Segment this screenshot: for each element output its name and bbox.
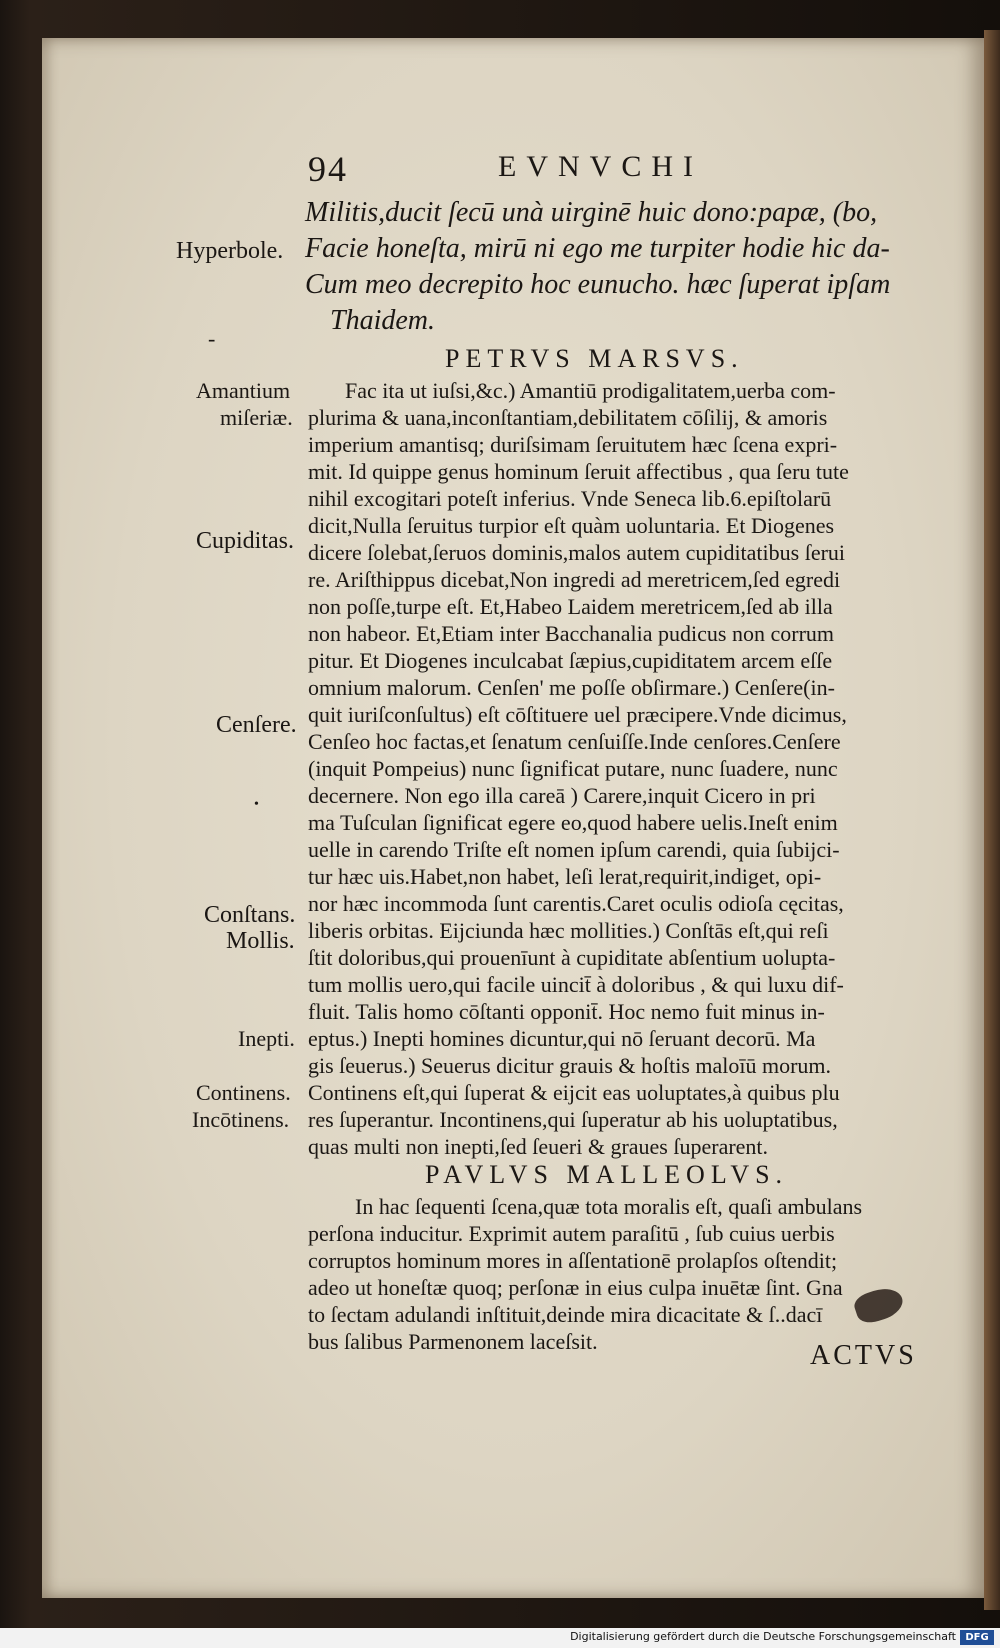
verse-line: Thaidem. — [330, 305, 435, 336]
commentary-line: pitur. Et Diogenes inculcabat ſæpius,cupiditatem arcem eſſe — [308, 648, 833, 673]
commentary-line: Continens eſt,qui ſuperat & eijcit eas uoluptates,à quibus plu — [308, 1080, 840, 1105]
commentary-line: ſtit doloribus,qui prouenīunt à cupiditate abſentium uolupta- — [308, 945, 836, 970]
commentary-line: adeo ut honeſtæ quoq; perſonæ in eius culpa inuētæ ſint. Gna — [308, 1275, 843, 1300]
commentary-line: mit. Id quippe genus hominum ſeruit affectibus , qua ſeru tute — [308, 459, 849, 484]
commentary-line: bus ſalibus Parmenonem laceſsit. — [308, 1329, 598, 1354]
commentary-line: to ſectam adulandi inſtituit,deinde mira dicacitate & ſ..dacī — [308, 1302, 823, 1327]
dfg-logo: DFG — [960, 1630, 994, 1645]
page-edge — [984, 30, 1000, 1610]
marginal-note-constans: Conſtans. — [204, 902, 296, 928]
commentary-line: ma Tuſculan ſignificat egere eo,quod habere uelis.Ineſt enim — [308, 810, 838, 835]
commentary-line: gis ſeuerus.) Seuerus dicitur grauis & hoſtis maloīū morum. — [308, 1053, 832, 1078]
catchword: ACTVS — [810, 1340, 917, 1371]
commentary-line: eptus.) Inepti homines dicuntur,qui nō ſeruant decorū. Ma — [308, 1026, 816, 1051]
commentary-line: non habeor. Et,Etiam inter Bacchanalia pudicus non corrum — [308, 621, 835, 646]
commentary-line: In hac ſequenti ſcena,quæ tota moralis eſt, quaſi ambulans — [355, 1194, 863, 1219]
commentary-line: decernere. Non ego illa careā ) Carere,inquit Cicero in pri — [308, 783, 816, 808]
marginal-note-amantium: Amantium — [196, 378, 291, 403]
digitization-footer — [0, 1628, 1000, 1648]
footer-credit: Digitalisierung gefördert durch die Deutsche Forschungsgemeinschaft — [570, 1630, 956, 1643]
page-number: 94 — [308, 149, 348, 189]
marginal-note-continens: Continens. — [196, 1080, 291, 1105]
commentary-line: res ſuperantur. Incontinens,qui ſuperatur ab his uoluptatibus, — [308, 1107, 838, 1132]
commentary-line: (inquit Pompeius) nunc ſignificat putare, nunc ſuadere, nunc — [308, 756, 838, 781]
verse-line: Facie honeſta, mirū ni ego me turpiter hodie hic da- — [305, 233, 890, 264]
commentary-line: tur hæc uis.Habet,non habet, leſi lerat,requirit,indiget, opi- — [308, 864, 822, 889]
section-title-petrus-marsus: PETRVS MARSVS. — [445, 344, 744, 373]
verse-line: Cum meo decrepito hoc eunucho. hæc ſuperat ipſam — [305, 269, 891, 300]
commentary-line: fluit. Talis homo cōſtanti opponit̄. Hoc nemo fuit minus in- — [308, 999, 825, 1024]
commentary-line: corruptos hominum mores in aſſentationē prolapſos oſtendit; — [308, 1248, 838, 1273]
commentary-line: perſona inducitur. Exprimit autem paraſitū , ſub cuius uerbis — [308, 1221, 835, 1246]
commentary-line: quit iuriſconſultus) eſt cōſtituere uel præcipere.Vnde dicimus, — [308, 702, 847, 727]
marginal-note-inepti: Inepti. — [238, 1026, 295, 1051]
commentary-line: non poſſe,turpe eſt. Et,Habeo Laidem meretricem,ſed ab illa — [308, 594, 833, 619]
commentary-line: plurima & uana,inconſtantiam,debilitatem cōſilij, & amoris — [308, 405, 828, 430]
marginal-note-censere: Cenſere. — [216, 712, 297, 738]
commentary-line: dicere ſolebat,ſeruos dominis,malos autem cupiditatibus ſerui — [308, 540, 846, 565]
commentary-line: tum mollis uero,qui facile uincit̄ à doloribus , & qui luxu dif- — [308, 972, 844, 997]
commentary-line: dicit,Nulla ſeruitus turpior eſt quàm uoluntaria. Et Diogenes — [308, 513, 835, 538]
marginal-dash: - — [208, 326, 216, 351]
commentary-line: nor hæc incommoda ſunt carentis.Caret oculis odioſa cęcitas, — [308, 891, 844, 916]
commentary-line: re. Ariſthippus dicebat,Non ingredi ad meretricem,ſed egredi — [308, 567, 841, 592]
commentary-line: nihil excogitari poteſt inferius. Vnde Seneca lib.6.epiſtolarū — [308, 486, 832, 511]
verse-line: Militis,ducit ſecū unà uirginē huic dono:papæ, (bo, — [305, 197, 878, 228]
commentary-line: uelle in carendo Triſte eſt nomen ipſum carendi, quia ſubijci- — [308, 837, 840, 862]
section-title-paulus-malleolus: PAVLVS MALLEOLVS. — [425, 1160, 789, 1189]
running-head: EVNVCHI — [498, 150, 703, 183]
commentary-line: imperium amantisq; duriſsimam ſeruitutem hæc ſcena expri- — [308, 432, 838, 457]
commentary-line: Fac ita ut iuſsi,&c.) Amantiū prodigalitatem,uerba com- — [345, 378, 836, 403]
marginal-note-hyperbole: Hyperbole. — [176, 238, 284, 264]
marginal-note-incontinens: Incōtinens. — [192, 1107, 290, 1132]
marginal-dot: • — [254, 797, 259, 812]
marginal-note-mollis: Mollis. — [226, 928, 295, 954]
marginal-note-miseriae: miſeriæ. — [220, 405, 293, 430]
marginal-note-cupiditas: Cupiditas. — [196, 528, 295, 554]
commentary-line: liberis orbitas. Eijciunda hæc mollities.) Conſtās eſt,qui reſi — [308, 918, 829, 943]
commentary-line: Cenſeo hoc factas,et ſenatum cenſuiſſe.Inde cenſores.Cenſere — [308, 729, 841, 754]
commentary-line: quas multi non inepti,ſed ſeueri & graues ſuperarent. — [308, 1134, 769, 1159]
commentary-line: omnium malorum. Cenſen' me poſſe obſirmare.) Cenſere(in- — [308, 675, 835, 700]
